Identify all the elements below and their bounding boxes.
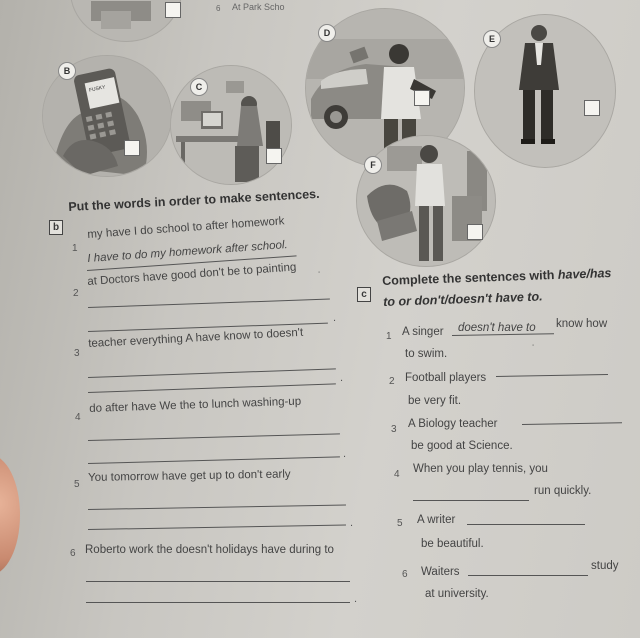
- b-item-4-line-2[interactable]: [88, 456, 340, 464]
- b-item-6-number: 6: [70, 548, 76, 559]
- b-item-5-line-1[interactable]: [88, 504, 346, 510]
- room-illustration: [357, 136, 495, 266]
- c-item-2-number: 2: [389, 376, 395, 387]
- b-item-5-dot: .: [350, 517, 354, 529]
- stray-mark-2: ⸱: [532, 341, 535, 350]
- section-c-marker: c: [357, 287, 371, 302]
- c-item-1-text-b: know how: [556, 318, 608, 330]
- c-item-3-text-c: be good at Science.: [411, 440, 513, 452]
- c-item-1-text-a: A singer: [402, 326, 444, 338]
- section-c-title-line-1: [382, 266, 612, 288]
- b-item-1-answer: I have to do my homework after school.: [87, 238, 289, 265]
- picture-c-label: C: [190, 78, 208, 96]
- picture-d-label: D: [318, 24, 336, 42]
- c-item-1-answer: doesn't have to: [458, 322, 536, 334]
- b-item-4-words: do after have We the to lunch washing-up: [89, 395, 302, 415]
- c-item-6-text-b: study: [591, 560, 619, 572]
- c-item-4-answer-line[interactable]: [413, 500, 529, 501]
- c-item-4-text-a: When you play tennis, you: [413, 463, 548, 475]
- c-item-6-text-c: at university.: [425, 588, 489, 600]
- c-item-3-answer-line[interactable]: [522, 422, 622, 425]
- top-item-number: 6: [216, 4, 221, 13]
- section-c-title-italic: have/has: [557, 265, 612, 282]
- tick-box-a[interactable]: [165, 2, 181, 18]
- c-item-3-text-a: A Biology teacher: [408, 418, 498, 430]
- b-item-1-words: my have I do school to after homework: [87, 215, 285, 241]
- tick-box-e[interactable]: [584, 100, 600, 116]
- tick-box-d[interactable]: [414, 90, 430, 106]
- b-item-5-number: 5: [74, 479, 80, 490]
- b-item-1-number: 1: [72, 243, 78, 254]
- b-item-4-line-1[interactable]: [88, 433, 340, 441]
- b-item-6-dot: .: [354, 593, 358, 605]
- c-item-2-text-c: be very fit.: [408, 395, 462, 407]
- b-item-2-number: 2: [73, 288, 79, 299]
- c-item-4-number: 4: [394, 469, 400, 480]
- c-item-3-number: 3: [391, 424, 397, 435]
- b-item-3-line-2[interactable]: [88, 383, 336, 393]
- c-item-5-text-c: be beautiful.: [421, 538, 484, 550]
- b-item-6-line-2[interactable]: [86, 602, 350, 603]
- b-item-3-words: teacher everything A have know to doesn't: [88, 326, 304, 350]
- picture-c-computer: [170, 65, 292, 185]
- thumb-photo: [0, 455, 20, 575]
- b-item-4-number: 4: [75, 412, 81, 423]
- b-item-2-words: at Doctors have good don't be to painting: [87, 261, 297, 288]
- c-item-1-text-c: to swim.: [405, 348, 448, 360]
- b-item-3-line-1[interactable]: [88, 368, 336, 378]
- b-item-6-line-1[interactable]: [86, 581, 350, 582]
- c-item-2-text-a: Football players: [405, 372, 487, 384]
- phone-screen-text: FUSKY: [88, 84, 107, 94]
- b-item-5-line-2[interactable]: [88, 524, 346, 530]
- b-item-3-number: 3: [74, 348, 80, 359]
- picture-b-label: B: [58, 62, 76, 80]
- section-b-marker: b: [49, 220, 63, 235]
- b-item-2-line-1[interactable]: [88, 299, 330, 308]
- c-item-5-text-a: A writer: [417, 514, 456, 526]
- section-c-title-line-2: to or don't/doesn't have to.: [383, 289, 543, 309]
- c-item-4-text-b: run quickly.: [534, 485, 592, 497]
- top-item-label: At Park Scho: [232, 2, 285, 12]
- b-item-6-words: Roberto work the doesn't holidays have during to: [85, 544, 334, 556]
- picture-f-room: [356, 135, 496, 267]
- section-b-title: Put the words in order to make sentences.: [68, 186, 320, 214]
- c-item-6-number: 6: [402, 569, 408, 580]
- c-item-2-answer-line[interactable]: [496, 374, 608, 377]
- b-item-4-dot: .: [343, 448, 347, 460]
- picture-f-label: F: [364, 156, 382, 174]
- c-item-5-number: 5: [397, 518, 403, 529]
- tick-box-f[interactable]: [467, 224, 483, 240]
- stray-mark-1: ⸱: [318, 268, 321, 277]
- c-item-6-answer-line[interactable]: [468, 575, 588, 576]
- c-item-6-text-a: Waiters: [421, 566, 460, 578]
- tick-box-b[interactable]: [124, 140, 140, 156]
- b-item-2-dot: .: [333, 312, 337, 324]
- computer-desk-illustration: [171, 66, 291, 184]
- picture-e-label: E: [483, 30, 501, 48]
- c-item-1-number: 1: [386, 331, 392, 342]
- c-item-5-answer-line[interactable]: [467, 524, 585, 525]
- section-c-title-text: Complete the sentences with: [382, 267, 559, 288]
- tick-box-c[interactable]: [266, 148, 282, 164]
- b-item-5-words: You tomorrow have get up to don't early: [88, 468, 291, 484]
- b-item-3-dot: .: [340, 372, 344, 384]
